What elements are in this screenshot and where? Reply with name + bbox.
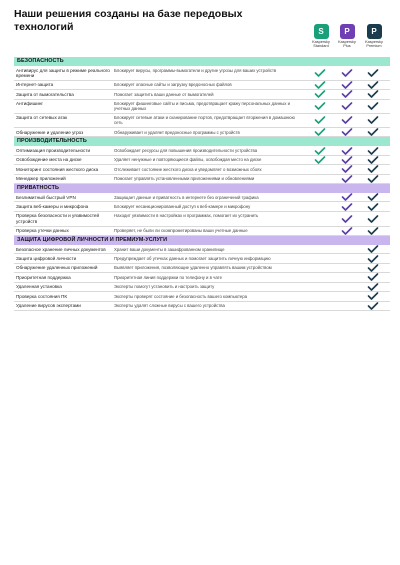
feature-row — [14, 114, 390, 128]
feature-row — [14, 264, 390, 273]
product-premium — [362, 24, 386, 49]
checkmark-icon — [341, 227, 353, 235]
availability-cells — [304, 254, 390, 262]
availability-cells — [304, 114, 390, 127]
feature-row — [14, 302, 390, 311]
feature-description: Обнаруживает и удаляет вредоносные программы с устройств — [114, 129, 240, 135]
availability-cells — [304, 100, 390, 113]
feature-row — [14, 292, 390, 301]
availability-cells — [304, 283, 390, 291]
checkmark-icon — [367, 165, 379, 173]
feature-description: Находит уязвимости в настройках и программах, помогает их устранить — [114, 213, 259, 219]
feature-row — [14, 254, 390, 263]
feature-name: Безлимитный быстрый VPN — [16, 194, 76, 200]
availability-cells — [304, 90, 390, 98]
feature-name: Защита цифровой личности — [16, 255, 77, 261]
checkmark-icon — [367, 302, 379, 310]
availability-cells — [304, 264, 390, 272]
checkmark-icon — [314, 156, 326, 164]
checkmark-icon — [367, 128, 379, 136]
feature-name: Защита от сетевых атак — [16, 115, 68, 121]
checkmark-icon — [367, 175, 379, 183]
feature-description: Приоритетная линия поддержки по телефону и в чате — [114, 274, 222, 280]
section-header: ПРИВАТНОСТЬ — [14, 184, 390, 193]
checkmark-icon — [314, 128, 326, 136]
feature-description: Блокирует фишинговые сайты и письма, предотвращает кражу персональных данных и учетных данных — [114, 101, 291, 112]
feature-row — [14, 165, 390, 174]
checkmark-icon — [367, 283, 379, 291]
availability-cells — [304, 175, 390, 183]
feature-row — [14, 146, 390, 155]
feature-name: Антивирус для защиты в режиме реального времени — [16, 67, 110, 78]
feature-name: Обнаружение и удаление угроз — [16, 129, 84, 135]
product-label: Kaspersky Premium — [365, 40, 383, 49]
availability-cells — [304, 273, 390, 281]
availability-cells — [304, 156, 390, 164]
checkmark-icon — [341, 69, 353, 77]
feature-description: Проверяет, не были ли скомпрометированы ваши учетные данные — [114, 228, 248, 234]
feature-description: Блокирует вирусы, программы-вымогатели и другие угрозы для ваших устройств — [114, 67, 277, 73]
checkmark-icon — [367, 245, 379, 253]
feature-name: Защита веб-камеры и микрофона — [16, 203, 89, 209]
checkmark-icon — [341, 90, 353, 98]
checkmark-icon — [367, 69, 379, 77]
feature-description: Блокирует опасные сайты и загрузку вредоносных файлов — [114, 82, 232, 88]
checkmark-icon — [367, 255, 379, 263]
availability-cells — [304, 165, 390, 173]
feature-description: Помогает защитить ваши данные от вымогателей — [114, 91, 214, 97]
standard-logo-icon: S — [314, 24, 329, 39]
feature-row — [14, 175, 390, 184]
feature-row — [14, 202, 390, 211]
page-title: Наши решения созданы на базе передовых технологий — [14, 8, 243, 33]
checkmark-icon — [341, 81, 353, 89]
feature-name: Оптимизация производительности — [16, 147, 91, 153]
feature-row — [14, 100, 390, 114]
feature-name: Антифишинг — [16, 101, 44, 107]
checkmark-icon — [341, 156, 353, 164]
checkmark-icon — [367, 81, 379, 89]
checkmark-icon — [341, 102, 353, 110]
availability-cells — [304, 81, 390, 89]
checkmark-icon — [314, 69, 326, 77]
availability-cells — [304, 202, 390, 210]
feature-name: Проверка утечки данных — [16, 228, 69, 234]
feature-name: Обнаружение удаленных приложений — [16, 265, 98, 271]
checkmark-icon — [367, 273, 379, 281]
comparison-table — [14, 57, 390, 311]
checkmark-icon — [367, 116, 379, 124]
feature-row — [14, 227, 390, 236]
checkmark-icon — [341, 147, 353, 155]
feature-name: Мониторинг состояния жесткого диска — [16, 166, 99, 172]
availability-cells — [304, 292, 390, 300]
product-header — [300, 24, 390, 56]
feature-row — [14, 273, 390, 282]
checkmark-icon — [367, 193, 379, 201]
checkmark-icon — [314, 116, 326, 124]
feature-row — [14, 245, 390, 254]
feature-name: Освобождение места на диске — [16, 157, 82, 163]
feature-name: Проверка состояния ПК — [16, 293, 67, 299]
checkmark-icon — [341, 193, 353, 201]
checkmark-icon — [367, 264, 379, 272]
product-standard — [309, 24, 333, 49]
feature-row — [14, 212, 390, 227]
checkmark-icon — [341, 116, 353, 124]
feature-name: Проверка безопасности и уязвимостей устройств — [16, 213, 100, 224]
checkmark-icon — [341, 128, 353, 136]
checkmark-icon — [367, 203, 379, 211]
feature-description: Эксперты помогут установить и настроить защиту — [114, 284, 215, 290]
checkmark-icon — [367, 227, 379, 235]
feature-name: Менеджер приложений — [16, 176, 66, 182]
feature-name: Удаление вирусов экспертами — [16, 303, 81, 308]
availability-cells — [304, 302, 390, 310]
feature-description: Хранит ваши документы в зашифрованном хранилище — [114, 246, 225, 252]
feature-row — [14, 193, 390, 202]
availability-cells — [304, 227, 390, 235]
checkmark-icon — [314, 81, 326, 89]
checkmark-icon — [367, 292, 379, 300]
premium-logo-icon: P — [367, 24, 382, 39]
checkmark-icon — [367, 147, 379, 155]
checkmark-icon — [367, 102, 379, 110]
checkmark-icon — [314, 102, 326, 110]
feature-name: Интернет-защита — [16, 82, 54, 88]
availability-cells — [304, 193, 390, 201]
availability-cells — [304, 245, 390, 253]
checkmark-icon — [314, 147, 326, 155]
feature-row — [14, 128, 390, 137]
feature-name: Приоритетная поддержка — [16, 274, 71, 280]
feature-row — [14, 156, 390, 165]
checkmark-icon — [367, 90, 379, 98]
product-plus — [335, 24, 359, 49]
feature-description: Блокирует несанкционированный доступ к веб-камере и микрофону — [114, 203, 251, 209]
feature-row — [14, 90, 390, 99]
checkmark-icon — [341, 203, 353, 211]
feature-description: Выявляет приложения, позволяющие удаленно управлять вашим устройством — [114, 265, 272, 271]
feature-description: Эксперты проверят состояние и безопасность вашего компьютера — [114, 293, 248, 299]
feature-name: Удаленная установка — [16, 284, 62, 290]
feature-description: Удаляет ненужные и повторяющиеся файлы, освобождая место на диске — [114, 157, 262, 163]
feature-row — [14, 283, 390, 292]
product-label: Kaspersky Standard — [312, 40, 330, 49]
feature-description: Предупреждает об утечках данных и помогает защитить личную информацию — [114, 255, 271, 261]
section-header: ПРОИЗВОДИТЕЛЬНОСТЬ — [14, 137, 390, 146]
checkmark-icon — [341, 175, 353, 183]
feature-row — [14, 81, 390, 90]
feature-description: Эксперты удалят сложные вирусы с вашего устройства — [114, 303, 225, 308]
availability-cells — [304, 212, 390, 226]
feature-description: Защищает данные и приватность в интернете без ограничений трафика — [114, 194, 259, 200]
feature-description: Отслеживает состояние жесткого диска и уведомляет о возможных сбоях — [114, 166, 262, 172]
checkmark-icon — [367, 156, 379, 164]
plus-logo-icon: P — [340, 24, 355, 39]
feature-name: Защита от вымогательства — [16, 91, 74, 97]
feature-description: Освобождает ресурсы для повышения производительности устройства — [114, 147, 258, 153]
section-header: ЗАЩИТА ЦИФРОВОЙ ЛИЧНОСТИ И ПРЕМИУМ-УСЛУГИ — [14, 236, 390, 245]
availability-cells — [304, 66, 390, 80]
availability-cells — [304, 128, 390, 136]
checkmark-icon — [341, 165, 353, 173]
feature-name: Безопасное хранение личных документов — [16, 246, 106, 252]
product-label: Kaspersky Plus — [338, 40, 356, 49]
checkmark-icon — [367, 215, 379, 223]
section-header: БЕЗОПАСНОСТЬ — [14, 57, 390, 66]
checkmark-icon — [314, 90, 326, 98]
feature-description: Помогает управлять установленными приложениями и обновлениями — [114, 176, 255, 182]
feature-row — [14, 66, 390, 81]
availability-cells — [304, 146, 390, 154]
checkmark-icon — [341, 215, 353, 223]
feature-description: Блокирует сетевые атаки и сканирование портов, предотвращает вторжения в домашнюю сеть — [114, 115, 295, 126]
